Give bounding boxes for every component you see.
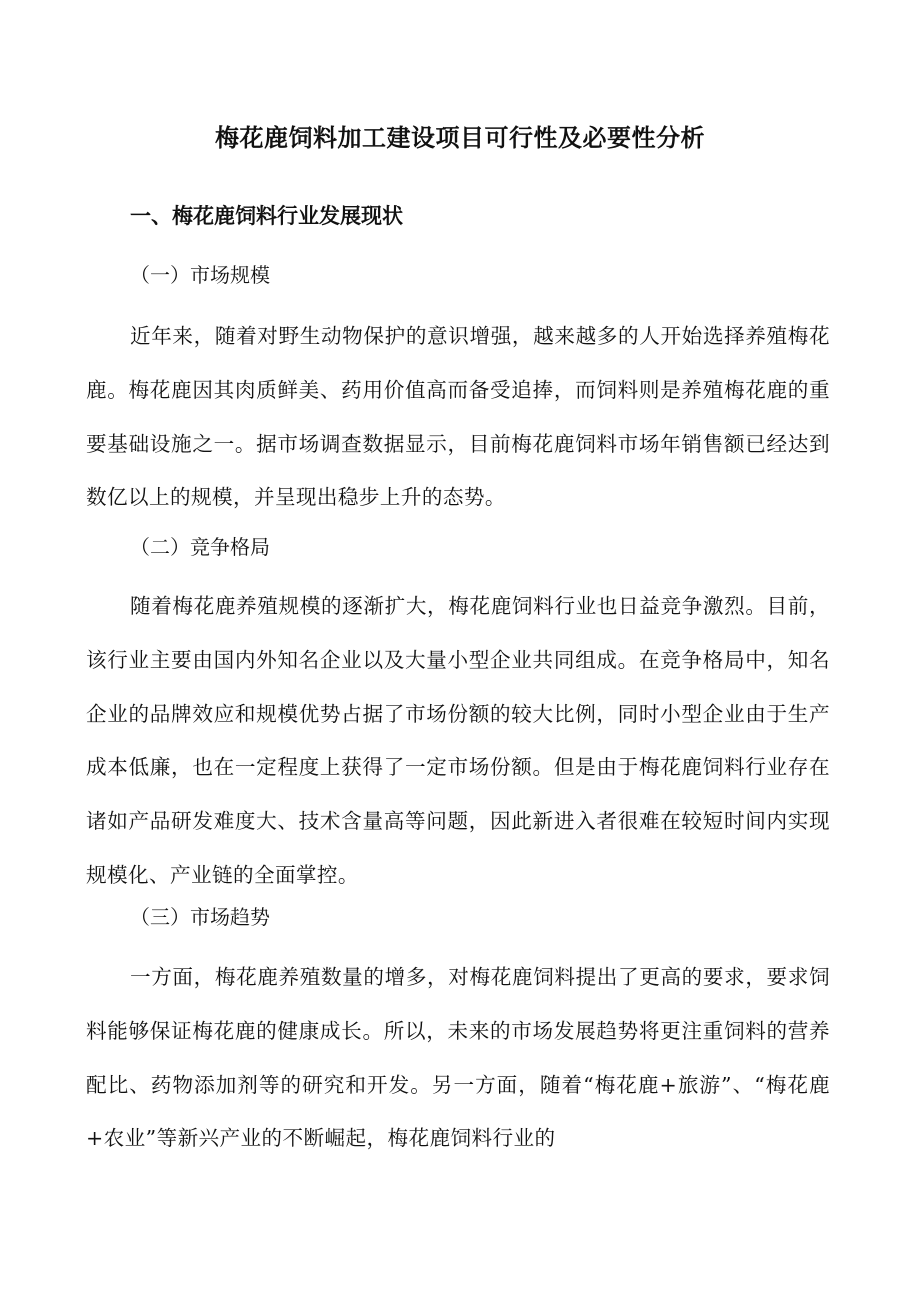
paragraph-market-trend: 一方面，梅花鹿养殖数量的增多，对梅花鹿饲料提出了更高的要求，要求饲料能够保证梅花鹿的健康成长。所以，未来的市场发展趋势将更注重饲料的营养配比、药物添加剂等的研究和开发。另一方面，随着“梅花鹿+旅游”、“梅花鹿+农业”等新兴产业的不断崛起，梅花鹿饲料行业的 xyxy=(86,965,830,1151)
subsection-heading-market-size: （一）市场规模 xyxy=(130,263,270,287)
section-heading: 一、梅花鹿饲料行业发展现状 xyxy=(130,204,403,228)
paragraph-market-size: 近年来，随着对野生动物保护的意识增强，越来越多的人开始选择养殖梅花鹿。梅花鹿因其肉质鲜美、药用价值高而备受追捧，而饲料则是养殖梅花鹿的重要基础设施之一。据市场调查数据显示，目前梅花鹿饲料市场年销售额已经达到数亿以上的规模，并呈现出稳步上升的态势。 xyxy=(86,324,830,510)
subsection-heading-market-trend: （三）市场趋势 xyxy=(130,905,270,929)
subsection-heading-competition: （二）竞争格局 xyxy=(130,535,270,559)
paragraph-competition: 随着梅花鹿养殖规模的逐渐扩大，梅花鹿饲料行业也日益竞争激烈。目前，该行业主要由国内外知名企业以及大量小型企业共同组成。在竞争格局中，知名企业的品牌效应和规模优势占据了市场份额的较大比例，同时小型企业由于生产成本低廉，也在一定程度上获得了一定市场份额。但是由于梅花鹿饲料行业存在诸如产品研发难度大、技术含量高等问题，因此新进入者很难在较短时间内实现规模化、产业链的全面掌控。 xyxy=(86,594,830,887)
document-title: 梅花鹿饲料加工建设项目可行性及必要性分析 xyxy=(215,124,705,152)
